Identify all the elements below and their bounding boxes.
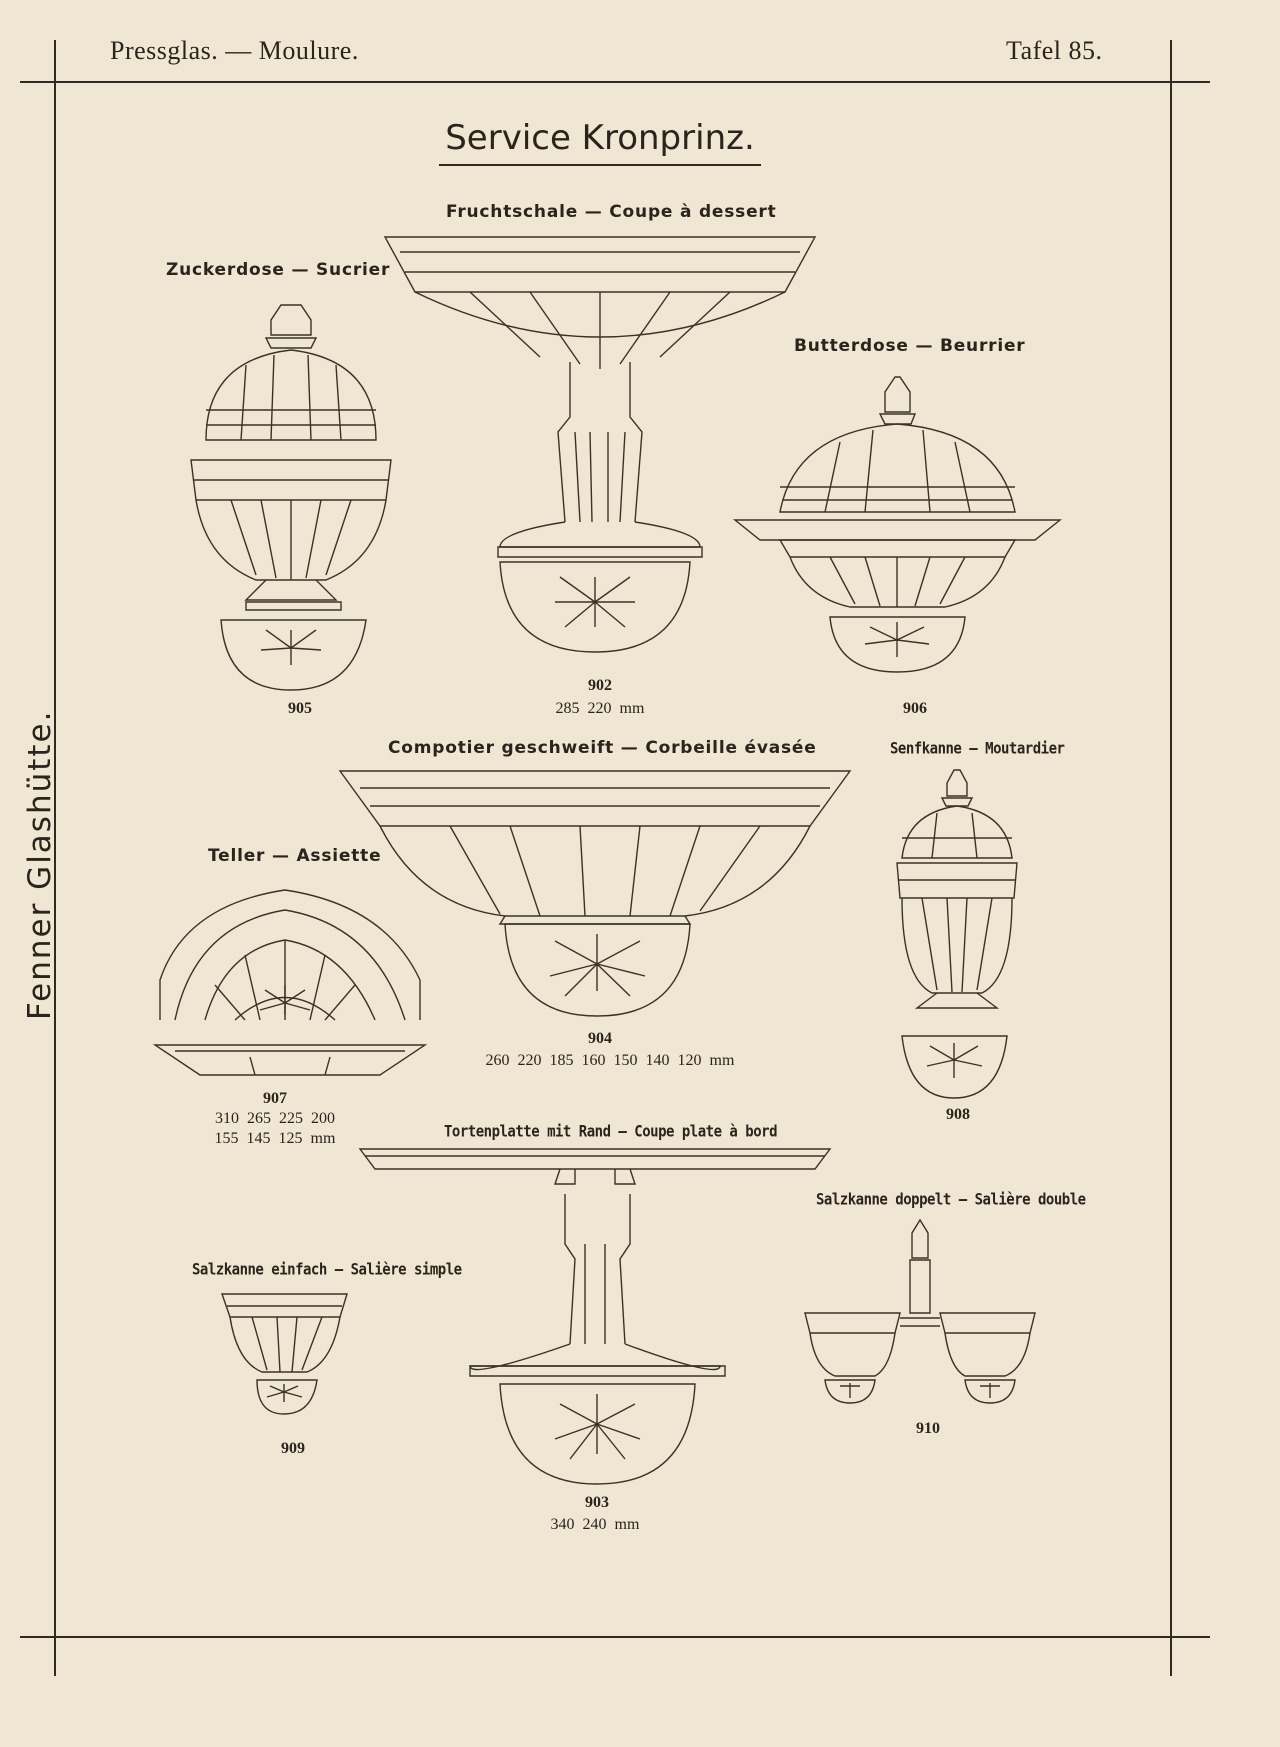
item-number-907: 907 — [263, 1090, 287, 1107]
sidebar-publisher: Fenner Glashütte. — [22, 709, 58, 1020]
label-teller: Teller — Assiette — [208, 846, 382, 866]
label-senfkanne: Senfkanne — Moutardier — [890, 739, 1065, 759]
dims-902: 285 220 mm — [555, 700, 645, 717]
label-butterdose: Butterdose — Beurrier — [794, 336, 1026, 356]
label-salzkanne-einfach: Salzkanne einfach — Salière simple — [192, 1260, 462, 1280]
plate-icon — [155, 885, 425, 1085]
double-salt-cellar-icon — [800, 1218, 1040, 1408]
dims-907-line2: 155 145 125 mm — [214, 1130, 336, 1147]
mustard-pot-icon — [892, 768, 1022, 1108]
page-title: Service Kronprinz. — [0, 118, 1200, 158]
item-number-902: 902 — [588, 677, 612, 694]
item-number-906: 906 — [903, 700, 927, 717]
label-salzkanne-doppelt: Salzkanne doppelt — Salière double — [816, 1190, 1086, 1210]
item-number-905: 905 — [288, 700, 312, 717]
dims-903: 340 240 mm — [550, 1516, 640, 1533]
butter-dish-icon — [735, 372, 1065, 682]
sugar-bowl-icon — [186, 300, 396, 690]
item-number-903: 903 — [585, 1494, 609, 1511]
right-rule — [1170, 40, 1172, 1676]
item-number-908: 908 — [946, 1106, 970, 1123]
cake-stand-icon — [360, 1144, 840, 1514]
item-number-910: 910 — [916, 1420, 940, 1437]
header-right: Tafel 85. — [1006, 36, 1103, 65]
salt-cellar-icon — [222, 1292, 352, 1432]
label-tortenplatte: Tortenplatte mit Rand — Coupe plate à bord — [444, 1122, 778, 1142]
label-zuckerdose: Zuckerdose — Sucrier — [166, 260, 391, 280]
label-fruchtschale: Fruchtschale — Coupe à dessert — [446, 202, 777, 222]
item-number-904: 904 — [588, 1030, 612, 1047]
item-number-909: 909 — [281, 1440, 305, 1457]
dims-904: 260 220 185 160 150 140 120 mm — [485, 1052, 735, 1069]
label-compotier: Compotier geschweift — Corbeille évasée — [388, 738, 817, 758]
header-left: Pressglas. — Moulure. — [110, 36, 359, 65]
top-rule — [20, 81, 1210, 83]
bottom-rule — [20, 1636, 1210, 1638]
dims-907-line1: 310 265 225 200 — [215, 1110, 335, 1127]
